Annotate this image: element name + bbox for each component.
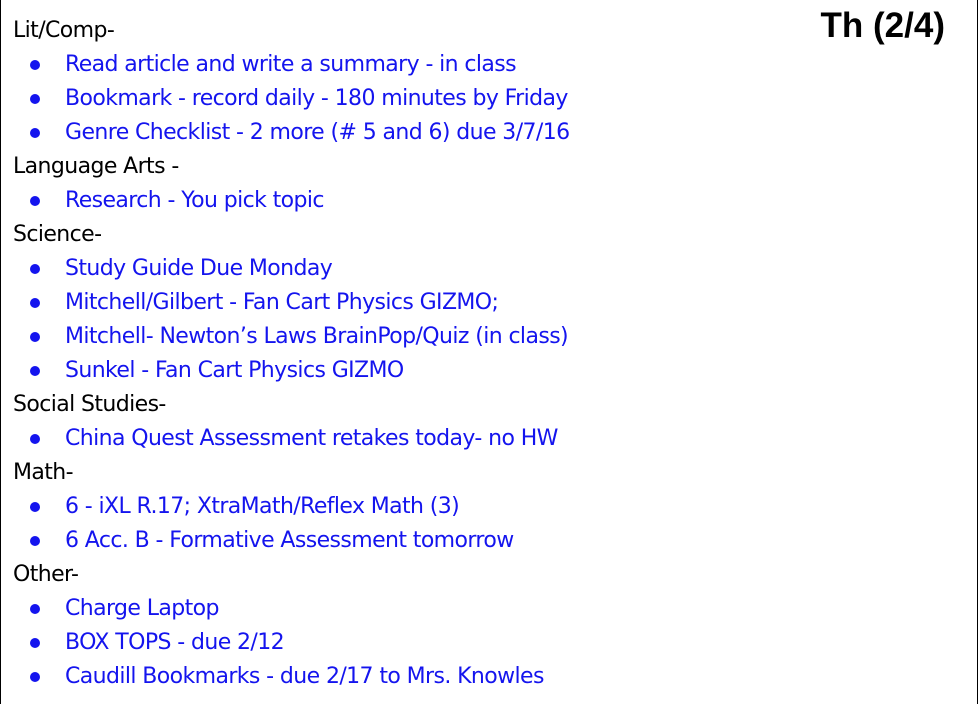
list-item: [13, 626, 773, 660]
list-item: [13, 422, 773, 456]
bullet-icon: [30, 332, 40, 342]
list-item: [13, 320, 773, 354]
bullet-icon: [30, 366, 40, 376]
list-item: [13, 490, 773, 524]
bullet-icon: [30, 604, 40, 614]
item-list: [13, 48, 773, 150]
bullet-icon: [30, 60, 40, 70]
item-text: Study Guide Due Monday: [65, 256, 333, 281]
section-heading: Science-: [13, 222, 102, 247]
list-item: [13, 184, 773, 218]
item-text: Bookmark - record daily - 180 minutes by Friday: [65, 86, 568, 111]
homework-list: [13, 14, 773, 694]
list-item: [13, 286, 773, 320]
bullet-icon: [30, 196, 40, 206]
item-text: BOX TOPS - due 2/12: [65, 630, 285, 655]
item-text: Mitchell- Newton’s Laws BrainPop/Quiz (in class): [65, 324, 569, 349]
item-list: [13, 184, 773, 218]
section-heading: Language Arts -: [13, 154, 179, 179]
item-text: Caudill Bookmarks - due 2/17 to Mrs. Knowles: [65, 664, 544, 689]
section-heading: Other-: [13, 562, 79, 587]
section-lit-comp: [13, 14, 773, 150]
bullet-icon: [30, 638, 40, 648]
bullet-icon: [30, 672, 40, 682]
item-text: Read article and write a summary - in class: [65, 52, 517, 77]
list-item: [13, 252, 773, 286]
list-item: [13, 48, 773, 82]
bullet-icon: [30, 434, 40, 444]
section-heading: Social Studies-: [13, 392, 166, 417]
list-item: [13, 524, 773, 558]
bullet-icon: [30, 94, 40, 104]
list-item: [13, 592, 773, 626]
item-text: Mitchell/Gilbert - Fan Cart Physics GIZMO;: [65, 290, 499, 315]
list-item: [13, 660, 773, 694]
section-social-studies: [13, 388, 773, 456]
item-text: Charge Laptop: [65, 596, 219, 621]
item-list: [13, 422, 773, 456]
section-science: [13, 218, 773, 388]
list-item: [13, 354, 773, 388]
bullet-icon: [30, 298, 40, 308]
bullet-icon: [30, 264, 40, 274]
section-heading: Math-: [13, 460, 73, 485]
section-language-arts: [13, 150, 773, 218]
bullet-icon: [30, 128, 40, 138]
section-math: [13, 456, 773, 558]
item-list: [13, 252, 773, 388]
item-list: [13, 592, 773, 694]
item-text: Genre Checklist - 2 more (# 5 and 6) due 3/7/16: [65, 120, 570, 145]
bullet-icon: [30, 502, 40, 512]
section-heading: Lit/Comp-: [13, 18, 115, 43]
item-text: China Quest Assessment retakes today- no HW: [65, 426, 558, 451]
bullet-icon: [30, 536, 40, 546]
section-other: [13, 558, 773, 694]
day-title: Th (2/4): [820, 6, 945, 45]
item-text: Research - You pick topic: [65, 188, 324, 213]
item-text: Sunkel - Fan Cart Physics GIZMO: [65, 358, 404, 383]
item-list: [13, 490, 773, 558]
list-item: [13, 82, 773, 116]
list-item: [13, 116, 773, 150]
item-text: 6 - iXL R.17; XtraMath/Reflex Math (3): [65, 494, 460, 519]
item-text: 6 Acc. B - Formative Assessment tomorrow: [65, 528, 514, 553]
